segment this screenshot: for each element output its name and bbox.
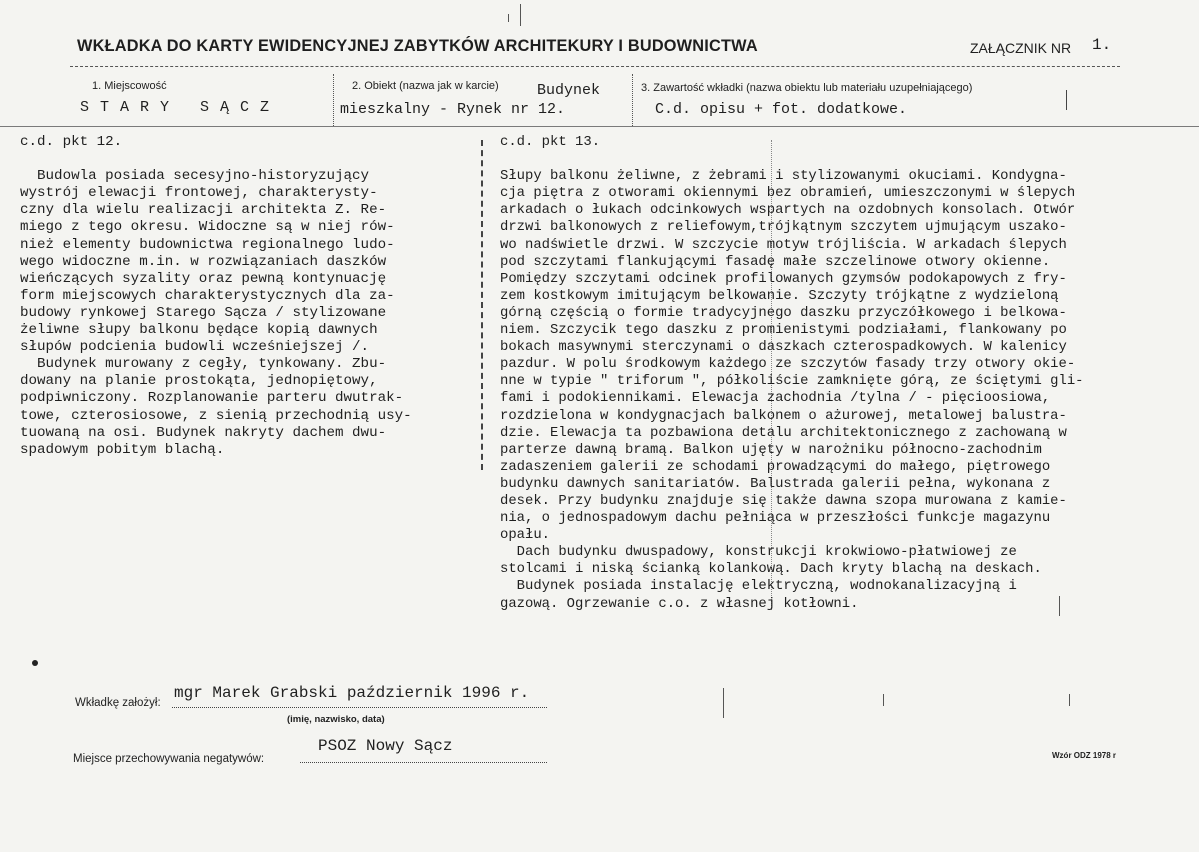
text-line: nież elementy budownictwa regionalnego ludo-: [20, 236, 395, 253]
text-line: czny dla wielu realizacji architekta Z. Re-: [20, 202, 387, 219]
text-line: tuowaną na osi. Budynek nakryty dachem dwu-: [20, 424, 387, 441]
right-column-text: [500, 134, 1084, 613]
text-line: niem. Szczycik tego daszku z promienistymi podziałami, flankowany po: [500, 322, 1067, 339]
text-line: wo nadświetle drzwi. W szczycie motyw trójliścia. W arkadach ślepych: [500, 236, 1067, 253]
text-line: Słupy balkonu żeliwne, z żebrami i stylizowanymi okuciami. Kondygna-: [500, 168, 1067, 185]
object-label: 2. Obiekt (nazwa jak w karcie): [352, 80, 499, 92]
text-line: parterze dawną bramą. Balkon ujęty w narożniku północno-zachodnim: [500, 441, 1042, 458]
text-line: budowy rynkowej Starego Sącza / stylizowane: [20, 304, 387, 321]
punch-mark: [32, 660, 38, 666]
text-line: wieńczących syzality oraz pewną kontynuację: [20, 270, 387, 287]
text-line: nne w typie " triforum ", półkoliście zamknięte górą, ze ściętymi gli-: [500, 373, 1084, 390]
text-line: drzwi balkonowych z reliefowym,trójkątnym szczytem ujmującym uszako-: [500, 219, 1067, 236]
text-line: pod szczytami flankującymi fasadę małe szczelinowe otwory okienne.: [500, 253, 1051, 270]
text-line: c.d. pkt 12.: [20, 134, 123, 150]
fold-mark: [1059, 596, 1060, 616]
created-by-label: Wkładkę założył:: [75, 697, 161, 709]
fold-mark: [1069, 694, 1070, 706]
created-by-value: mgr Marek Grabski październik 1996 r.: [174, 684, 530, 702]
text-line: zem kostkowym imitującym belkowanie. Szczyty trójkątne z wydzieloną: [500, 287, 1059, 304]
text-line: miego z tego okresu. Widoczne są w niej rów-: [20, 219, 395, 236]
fields-rule: [0, 126, 1199, 127]
text-line: dowany na planie prostokąta, jednopiętowy,: [20, 373, 378, 390]
margin-tick: [1066, 90, 1067, 110]
text-line: Budynek posiada instalację elektryczną, wodnokanalizacyjną i: [500, 578, 1017, 595]
text-line: dzie. Elewacja ta pozbawiona detalu architektonicznego z zachowaną w: [500, 424, 1067, 441]
text-line: gazową. Ogrzewanie c.o. z własnej kotłowni.: [500, 595, 859, 612]
negatives-label: Miejsce przechowywania negatywów:: [73, 753, 265, 765]
text-line: rozdzielona w kondygnacjach balkonem o ażurowej, metalowej balustra-: [500, 407, 1067, 424]
fold-mark: [883, 694, 884, 706]
text-line: towe, czterosiosowe, z sienią przechodnią usy-: [20, 407, 412, 424]
place-value: S T A R Y S Ą C Z: [80, 99, 271, 116]
created-by-caption: (imię, nazwisko, data): [287, 714, 385, 725]
text-line: podpiwniczony. Rozplanowanie parteru dwutrak-: [20, 390, 404, 407]
text-line: [20, 151, 412, 168]
content-label: 3. Zawartość wkładki (nazwa obiektu lub materiału uzupełniającego): [641, 82, 973, 94]
text-line: nia, o jednospadowym dachu pełniąca w przeszłości funkcje magazynu: [500, 510, 1051, 527]
text-line: Pomiędzy szczytami odcinek profilowanych gzymsów podokapowych z fry-: [500, 270, 1067, 287]
fold-mark: [723, 688, 724, 718]
text-line: słupów podcienia budowli wcześniejszej /.: [20, 339, 370, 356]
text-line: pazdur. W polu środkowym każdego ze szczytów fasady trzy otwory okie-: [500, 356, 1076, 373]
text-line: c.d. pkt 13.: [500, 134, 601, 150]
field-separator: [333, 74, 334, 126]
text-line: form miejscowych charakterystycznych dla za-: [20, 287, 395, 304]
text-line: cja piętra z otworami okiennymi bez obramień, umieszczonymi w ślepych: [500, 185, 1076, 202]
text-line: żeliwne słupy balkonu będące kopią dawnych: [20, 322, 378, 339]
negatives-value: PSOZ Nowy Sącz: [318, 737, 453, 755]
text-line: bokach masywnymi sterczynami o daszkach czterospadkowych. W kalenicy: [500, 339, 1067, 356]
text-line: Dach budynku dwuspadowy, konstrukcji krokwiowo-płatwiowej ze: [500, 544, 1017, 561]
field-separator: [632, 74, 633, 126]
text-line: górną częścią o formie tradycyjnego daszku przyczółkowego i belkowa-: [500, 304, 1067, 321]
column-divider: [481, 140, 483, 470]
left-column-text: [20, 134, 412, 459]
annex-label: ZAŁĄCZNIK NR: [970, 40, 1072, 56]
content-value: C.d. opisu + fot. dodatkowe.: [655, 101, 908, 118]
text-line: arkadach o łukach odcinkowych wspartych na ozdobnych konsolach. Otwór: [500, 202, 1076, 219]
text-line: Budowla posiada secesyjno-historyzujący: [20, 168, 370, 185]
text-line: Budynek murowany z cegły, tynkowany. Zbu-: [20, 356, 387, 373]
text-line: [500, 151, 1084, 168]
text-line: budynku dawnych sanitariatów. Balustrada galerii pełna, wykonana z: [500, 475, 1051, 492]
created-by-line: [172, 707, 547, 708]
header-rule: [70, 66, 1120, 67]
text-line: opału.: [500, 527, 551, 544]
text-line: zadaszeniem galerii ze schodami prowadzącymi do małego, piętrowego: [500, 458, 1051, 475]
object-value-second: mieszkalny - Rynek nr 12.: [340, 101, 566, 118]
text-line: stolcami i niską ścianką kolankową. Dach kryty blachą na deskach.: [500, 561, 1042, 578]
annex-number: 1.: [1092, 36, 1112, 54]
object-value-first: Budynek: [537, 82, 601, 99]
document-title: WKŁADKA DO KARTY EWIDENCYJNEJ ZABYTKÓW ARCHITEKURY I BUDOWNICTWA: [77, 36, 758, 55]
text-line: desek. Przy budynku znajduje się także dawna szopa murowana z kamie-: [500, 492, 1067, 509]
text-line: wystrój elewacji frontowej, charakterysty-: [20, 185, 378, 202]
fold-mark: [508, 14, 509, 22]
text-line: fami i podokiennikami. Elewacja zachodnia /tylna / - pięcioosiowa,: [500, 390, 1051, 407]
place-label: 1. Miejscowość: [92, 80, 167, 92]
negatives-line: [300, 762, 547, 763]
text-line: spadowym pobitym blachą.: [20, 441, 225, 458]
fold-mark: [520, 4, 521, 26]
form-code: Wzór ODZ 1978 r: [1052, 751, 1117, 760]
text-line: wego widoczne m.in. w rozwiązaniach daszków: [20, 253, 387, 270]
